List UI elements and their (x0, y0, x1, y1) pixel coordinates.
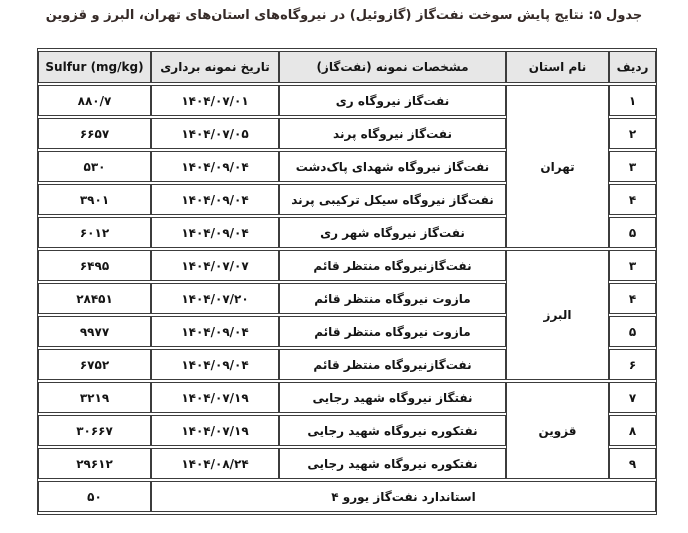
province-cell-qazvin: قزوین (506, 382, 609, 479)
header-date: تاریخ نمونه برداری (151, 51, 279, 83)
header-row-number: ردیف (609, 51, 656, 83)
sample-cell: نفتگاز نیروگاه شهید رجایی (279, 382, 506, 413)
row-number-cell: ۷ (609, 382, 656, 413)
date-cell: ۱۴۰۴/۰۷/۲۰ (151, 283, 279, 314)
standard-label-cell: استاندارد نفت‌گاز یورو ۴ (151, 481, 656, 512)
date-cell: ۱۴۰۴/۰۷/۰۷ (151, 250, 279, 281)
date-cell: ۱۴۰۴/۰۹/۰۴ (151, 184, 279, 215)
row-number-cell: ۴ (609, 184, 656, 215)
sulfur-cell: ۹۹۷۷ (38, 316, 151, 347)
table-row (38, 382, 656, 413)
date-cell: ۱۴۰۴/۰۷/۱۹ (151, 415, 279, 446)
standard-row (38, 481, 656, 512)
sulfur-cell: ۳۲۱۹ (38, 382, 151, 413)
table-title: جدول ۵: نتایج پایش سوخت نفت‌گاز (گازوئیل) در نیروگاه‌های استان‌های تهران، البرز و قزوین (45, 8, 643, 23)
sample-cell: نفت‌گاز نیروگاه ری (279, 85, 506, 116)
row-number-cell: ۳ (609, 151, 656, 182)
sample-cell: مازوت نیروگاه منتظر قائم (279, 316, 506, 347)
sulfur-cell: ۶۷۵۲ (38, 349, 151, 380)
sulfur-cell: ۶۴۹۵ (38, 250, 151, 281)
date-cell: ۱۴۰۴/۰۷/۱۹ (151, 382, 279, 413)
sulfur-cell: ۵۳۰ (38, 151, 151, 182)
sample-cell: نفتکوره نیروگاه شهید رجایی (279, 415, 506, 446)
date-cell: ۱۴۰۴/۰۹/۰۴ (151, 217, 279, 248)
table-row (38, 250, 656, 281)
table-row (38, 85, 656, 116)
sample-cell: نفت‌گازنیروگاه منتظر قائم (279, 349, 506, 380)
row-number-cell: ۴ (609, 283, 656, 314)
sample-cell: مازوت نیروگاه منتظر قائم (279, 283, 506, 314)
sulfur-cell: ۸۸۰/۷ (38, 85, 151, 116)
date-cell: ۱۴۰۴/۰۹/۰۴ (151, 349, 279, 380)
row-number-cell: ۲ (609, 118, 656, 149)
row-number-cell: ۶ (609, 349, 656, 380)
date-cell: ۱۴۰۴/۰۸/۲۴ (151, 448, 279, 479)
date-cell: ۱۴۰۴/۰۷/۰۵ (151, 118, 279, 149)
province-cell-tehran: تهران (506, 85, 609, 248)
sample-cell: نفت‌گازنیروگاه منتظر قائم (279, 250, 506, 281)
sulfur-cell: ۲۹۶۱۲ (38, 448, 151, 479)
row-number-cell: ۸ (609, 415, 656, 446)
sulfur-cell: ۳۰۶۶۷ (38, 415, 151, 446)
sulfur-cell: ۳۹۰۱ (38, 184, 151, 215)
header-sulfur: Sulfur (mg/kg) (38, 51, 151, 83)
province-cell-alborz: البرز (506, 250, 609, 380)
sample-cell: نفت‌گاز نیروگاه شهدای پاک‌دشت (279, 151, 506, 182)
fuel-monitoring-table (37, 48, 657, 515)
row-number-cell: ۵ (609, 217, 656, 248)
date-cell: ۱۴۰۴/۰۹/۰۴ (151, 151, 279, 182)
sulfur-cell: ۲۸۴۵۱ (38, 283, 151, 314)
sample-cell: نفتکوره نیروگاه شهید رجایی (279, 448, 506, 479)
sample-cell: نفت‌گاز نیروگاه شهر ری (279, 217, 506, 248)
row-number-cell: ۱ (609, 85, 656, 116)
row-number-cell: ۵ (609, 316, 656, 347)
date-cell: ۱۴۰۴/۰۷/۰۱ (151, 85, 279, 116)
sample-cell: نفت‌گاز نیروگاه پرند (279, 118, 506, 149)
sulfur-cell: ۶۰۱۲ (38, 217, 151, 248)
standard-sulfur-cell: ۵۰ (38, 481, 151, 512)
header-row (38, 51, 656, 83)
sulfur-cell: ۶۶۵۷ (38, 118, 151, 149)
row-number-cell: ۹ (609, 448, 656, 479)
header-sample: مشخصات نمونه (نفت‌گاز) (279, 51, 506, 83)
date-cell: ۱۴۰۴/۰۹/۰۴ (151, 316, 279, 347)
header-province: نام استان (506, 51, 609, 83)
sample-cell: نفت‌گاز نیروگاه سیکل ترکیبی پرند (279, 184, 506, 215)
row-number-cell: ۳ (609, 250, 656, 281)
